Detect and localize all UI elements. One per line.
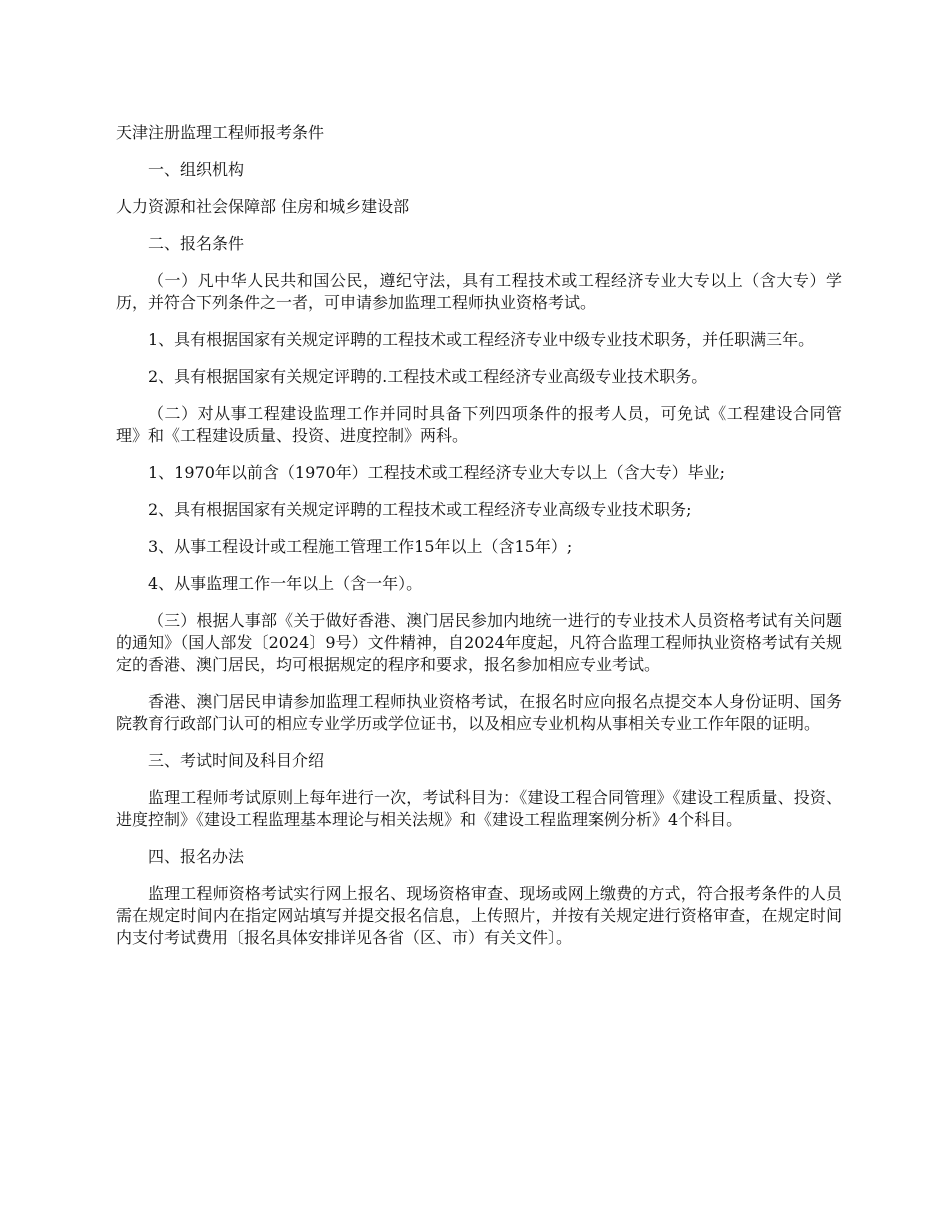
requirement-paragraph: 1、1970年以前含（1970年）工程技术或工程经济专业大专以上（含大专）毕业; — [148, 463, 726, 482]
requirement-paragraph: （三）根据人事部《关于做好香港、澳门居民参加内地统一进行的专业技术人员资格考试有关问题的通知》（国人部发〔2024〕9号）文件精神，自2024年度起，凡符合监理工程师执业资格考试有关规定的香港、澳门居民，均可根据规定的程序和要求，报名参加相应专业考试。 — [116, 611, 842, 674]
requirement-paragraph: （一）凡中华人民共和国公民，遵纪守法，具有工程技术或工程经济专业大专以上（含大专）学历，并符合下列条件之一者，可申请参加监理工程师执业资格考试。 — [116, 271, 842, 312]
requirement-paragraph: （二）对从事工程建设监理工作并同时具备下列四项条件的报考人员，可免试《工程建设合同管理》和《工程建设质量、投资、进度控制》两科。 — [116, 404, 842, 445]
section-heading-requirements: 二、报名条件 — [148, 234, 245, 253]
section-heading-exam-schedule: 三、考试时间及科目介绍 — [148, 751, 325, 770]
requirement-paragraph: 1、具有根据国家有关规定评聘的工程技术或工程经济专业中级专业技术职务，并任职满三年。 — [148, 330, 815, 349]
organization-text: 人力资源和社会保障部 住房和城乡建设部 — [116, 197, 410, 216]
requirement-paragraph: 4、从事监理工作一年以上（含一年）。 — [148, 574, 423, 593]
section-heading-registration: 四、报名办法 — [148, 847, 245, 866]
requirement-paragraph: 2、具有根据国家有关规定评聘的工程技术或工程经济专业高级专业技术职务; — [148, 500, 692, 519]
requirement-paragraph: 2、具有根据国家有关规定评聘的.工程技术或工程经济专业高级专业技术职务。 — [148, 367, 708, 386]
section-heading-organization: 一、组织机构 — [148, 160, 245, 179]
exam-schedule-text: 监理工程师考试原则上每年进行一次，考试科目为：《建设工程合同管理》《建设工程质量、投资、进度控制》《建设工程监理基本理论与相关法规》和《建设工程监理案例分析》4个科目。 — [116, 788, 842, 829]
requirement-paragraph: 3、从事工程设计或工程施工管理工作15年以上（含15年）; — [148, 537, 573, 556]
document-title: 天津注册监理工程师报考条件 — [116, 123, 325, 142]
registration-text: 监理工程师资格考试实行网上报名、现场资格审查、现场或网上缴费的方式，符合报考条件的人员需在规定时间内在指定网站填写并提交报名信息，上传照片，并按有关规定进行资格审查，在规定时间内支付考试费用〔报名具体安排详见各省（区、市）有关文件〕。 — [116, 884, 842, 947]
requirement-paragraph: 香港、澳门居民申请参加监理工程师执业资格考试，在报名时应向报名点提交本人身份证明、国务院教育行政部门认可的相应专业学历或学位证书，以及相应专业机构从事相关专业工作年限的证明。 — [116, 692, 842, 733]
document-body — [116, 122, 842, 964]
